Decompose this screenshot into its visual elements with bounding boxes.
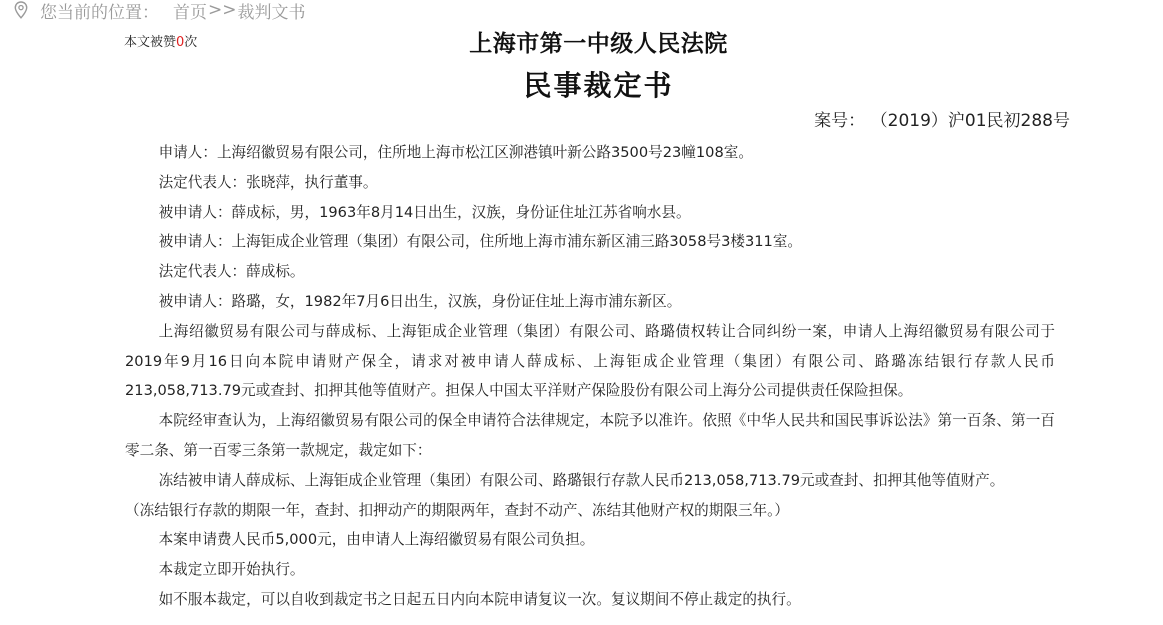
paragraph-respondent-2: 被申请人：上海钜成企业管理（集团）有限公司，住所地上海市浦东新区浦三路3058号3楼311室。 xyxy=(158,233,803,251)
paragraph-applicant: 申请人：上海绍徽贸易有限公司，住所地上海市松江区泖港镇叶新公路3500号23幢108室。 xyxy=(158,144,753,161)
court-name: 上海市第一中级人民法院 xyxy=(469,31,728,57)
like-prefix: 本文被赞 xyxy=(124,35,177,50)
paragraph-applicant-representative: 法定代表人：张晓萍，执行董事。 xyxy=(158,173,378,191)
breadcrumb-location-label: 您当前的位置： xyxy=(40,2,159,23)
case-number-line xyxy=(814,106,1070,131)
breadcrumb xyxy=(12,0,306,22)
paragraph-respondent-2-representative: 法定代表人：薛成标。 xyxy=(158,263,305,281)
location-pin-icon xyxy=(12,0,30,20)
paragraph-court-opinion: 本院经审查认为，上海绍徽贸易有限公司的保全申请符合法律规定，本院予以准许。依照《中华人民共和国民事诉讼法》第一百条、第一百零二条、第一百零三条第一款规定，裁定如下： xyxy=(125,412,1055,459)
paragraph-ruling-terms: （冻结银行存款的期限一年，查封、扣押动产的期限两年，查封不动产、冻结其他财产权的期限三年。） xyxy=(125,501,790,519)
paragraph-respondent-3: 被申请人：路璐，女，1982年7月6日出生，汉族，身份证住址上海市浦东新区。 xyxy=(158,292,682,310)
like-count: 0 xyxy=(176,35,185,50)
case-number-label: 案号： xyxy=(814,111,866,131)
paragraph-effective: 本裁定立即开始执行。 xyxy=(158,561,305,579)
breadcrumb-separator: >> xyxy=(208,0,237,20)
paragraph-case-facts: 上海绍徽贸易有限公司与薛成标、上海钜成企业管理（集团）有限公司、路璐债权转让合同纠纷一案，申请人上海绍徽贸易有限公司于2019年9月16日向本院申请财产保全，请求对被申请人薛成标、上海钜成企业管理（集团）有限公司、路璐冻结银行存款人民币213,058,713.79元或查封、扣押其他等值财产。担保人中国太平洋财产保险股份有限公司上海分公司提供责任保险担保。 xyxy=(125,322,1055,400)
breadcrumb-current: 裁判文书 xyxy=(237,2,306,23)
like-suffix: 次 xyxy=(184,35,198,50)
paragraph-appeal: 如不服本裁定，可以自收到裁定书之日起五日内向本院申请复议一次。复议期间不停止裁定的执行。 xyxy=(158,590,801,608)
case-number: （2019）沪01民初288号 xyxy=(879,111,1070,131)
document-body xyxy=(125,138,1055,615)
breadcrumb-home-link[interactable]: 首页 xyxy=(173,2,207,23)
paragraph-ruling: 冻结被申请人薛成标、上海钜成企业管理（集团）有限公司、路璐银行存款人民币213,058,713.79元或查封、扣押其他等值财产。 xyxy=(158,471,1005,489)
paragraph-fee: 本案申请费人民币5,000元，由申请人上海绍徽贸易有限公司负担。 xyxy=(158,531,595,549)
paragraph-respondent-1: 被申请人：薛成标，男，1963年8月14日出生，汉族，身份证住址江苏省响水县。 xyxy=(158,203,691,221)
document-type-title: 民事裁定书 xyxy=(523,69,674,102)
